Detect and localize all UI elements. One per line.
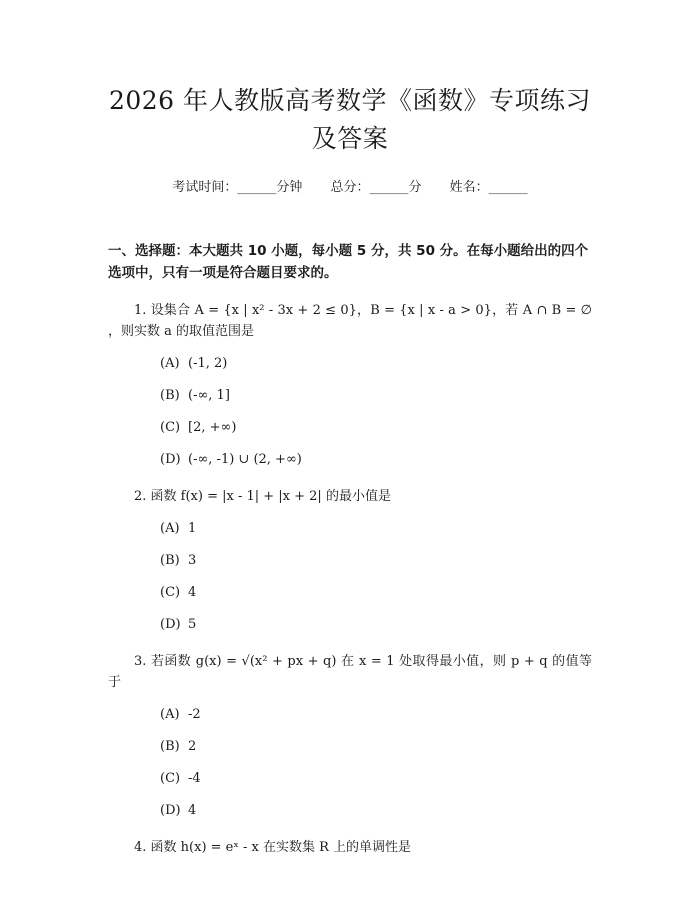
option-label: (D) [160, 452, 181, 467]
section-heading: 一、选择题：本大题共 10 小题，每小题 5 分，共 50 分。在每小题给出的四个选项中，只有一项是符合题目要求的。 [108, 243, 589, 281]
exam-time-field: 考试时间：______分钟 [172, 180, 303, 195]
option-label: (D) [160, 803, 181, 818]
exam-info-line [108, 178, 592, 198]
question-2-option-d [160, 614, 592, 635]
option-label: (D) [160, 617, 181, 632]
question-3-option-a [160, 704, 592, 725]
option-text: [2, +∞) [188, 420, 237, 435]
question-1-option-c [160, 417, 592, 438]
option-label: (C) [160, 420, 181, 435]
question-3-stem: 3. 若函数 g(x) = √(x² + px + q) 在 x = 1 处取得最小值，则 p + q 的值等于 [108, 654, 592, 690]
option-text: 2 [188, 739, 197, 754]
question-1-option-d [160, 449, 592, 470]
question-2-option-c [160, 582, 592, 603]
option-text: 5 [188, 617, 197, 632]
question-2-option-b [160, 550, 592, 571]
question-3-option-d [160, 800, 592, 821]
name-field: 姓名：______ [449, 180, 528, 195]
option-text: -2 [188, 707, 201, 722]
question-3-option-c [160, 768, 592, 789]
option-text: 4 [188, 585, 197, 600]
question-1-option-a [160, 353, 592, 374]
option-text: 3 [188, 553, 197, 568]
option-text: (-∞, 1] [188, 388, 230, 403]
option-label: (B) [160, 553, 180, 568]
option-label: (A) [160, 356, 180, 371]
question-1-option-b [160, 385, 592, 406]
option-label: (A) [160, 521, 180, 536]
option-text: 1 [188, 521, 197, 536]
question-1-stem: 1. 设集合 A = {x | x² - 3x + 2 ≤ 0}，B = {x | x - a > 0}，若 A ∩ B = ∅ ，则实数 a 的取值范围是 [108, 303, 592, 339]
page-title: 2026 年人教版高考数学《函数》专项练习及答案 [108, 86, 592, 153]
option-label: (C) [160, 585, 181, 600]
question-3-option-b [160, 736, 592, 757]
option-label: (B) [160, 739, 180, 754]
option-text: (-1, 2) [188, 356, 228, 371]
option-label: (B) [160, 388, 180, 403]
option-text: 4 [188, 803, 197, 818]
question-4-stem: 4. 函数 h(x) = eˣ - x 在实数集 R 上的单调性是 [134, 840, 412, 855]
total-score-field: 总分：______分 [330, 180, 422, 195]
option-text: -4 [188, 771, 201, 786]
option-label: (A) [160, 707, 180, 722]
question-2-option-a [160, 518, 592, 539]
option-text: (-∞, -1) ∪ (2, +∞) [188, 452, 302, 467]
option-label: (C) [160, 771, 181, 786]
question-2-stem: 2. 函数 f(x) = |x - 1| + |x + 2| 的最小值是 [134, 489, 391, 504]
